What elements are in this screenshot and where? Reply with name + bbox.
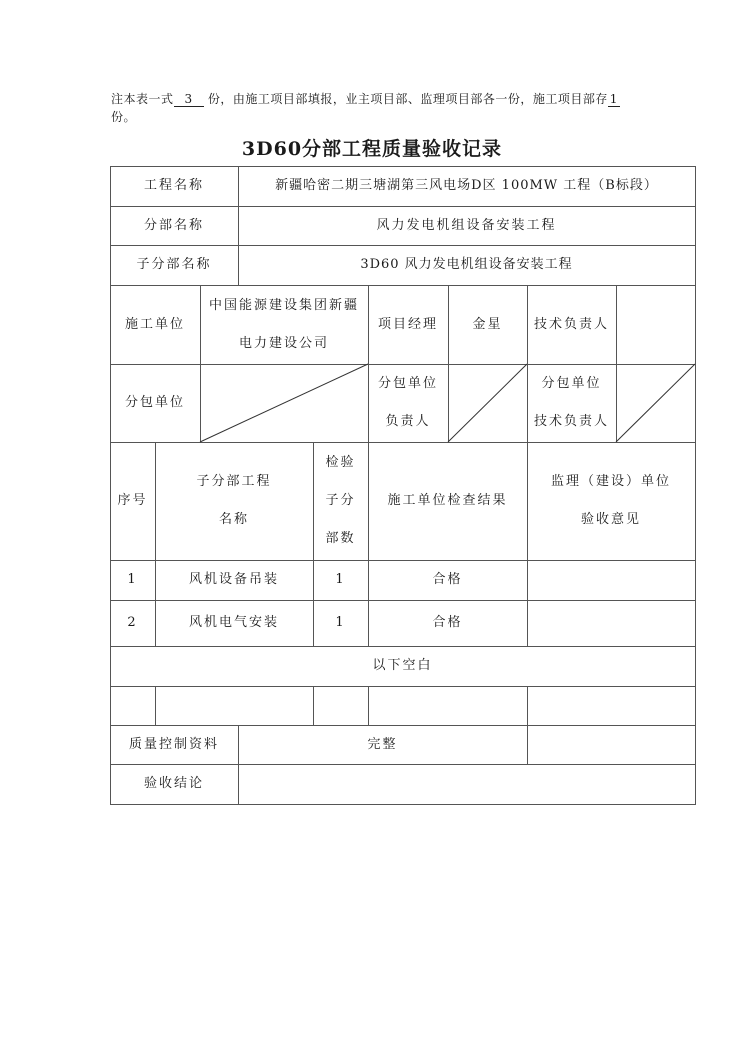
- blank-marker-text: 以下空白: [372, 658, 433, 673]
- contractor-value-line2: 电力建设公司: [238, 335, 329, 351]
- row2-count-text: 1: [335, 615, 346, 630]
- project-manager-label-text: 项目经理: [377, 316, 438, 332]
- tech-lead-value: [616, 285, 695, 364]
- division-name-value: [238, 206, 695, 245]
- row1-seq-text: 1: [127, 572, 138, 587]
- division-name-label-text: 分部名称: [143, 217, 204, 233]
- row1-count: [313, 560, 368, 600]
- tech-lead-label: [527, 285, 616, 364]
- table-divider: [313, 686, 314, 725]
- row2-seq: [110, 600, 155, 646]
- header-seq-text: 序号: [117, 493, 148, 508]
- subdivision-name-label-text: 子分部名称: [136, 257, 212, 272]
- row1-count-text: 1: [335, 572, 346, 587]
- tech-lead-label-text: 技术负责人: [533, 316, 609, 332]
- note-suffix: 份。: [111, 110, 137, 124]
- header-result-text: 施工单位检查结果: [387, 493, 508, 508]
- contractor-label-text: 施工单位: [124, 316, 185, 332]
- row1-name-text: 风机设备吊装: [188, 572, 279, 587]
- sub-tech-label: [527, 364, 616, 442]
- row1-opinion: [527, 560, 695, 600]
- project-name-label-text: 工程名称: [143, 178, 204, 193]
- division-name-label: [110, 206, 238, 245]
- acceptance-record-table: [110, 166, 695, 804]
- row2-count: [313, 600, 368, 646]
- project-manager-value-text: 金星: [472, 316, 503, 332]
- row2-name-text: 风机电气安装: [188, 615, 279, 630]
- note-paragraph: [111, 90, 651, 126]
- table-divider: [155, 686, 156, 725]
- table-divider: [527, 686, 528, 725]
- blank-marker-row: [110, 646, 695, 686]
- quality-docs-opinion: [527, 725, 695, 764]
- subcontractor-label-text: 分包单位: [124, 395, 185, 410]
- table-divider: [368, 686, 369, 725]
- copies-total: 3: [174, 93, 204, 107]
- sub-tech-label-line2: 技术负责人: [533, 414, 609, 429]
- conclusion-value: [238, 764, 695, 804]
- row2-seq-text: 2: [127, 615, 138, 630]
- header-opinion-line2: 验收意见: [580, 512, 641, 527]
- contractor-label: [110, 285, 200, 364]
- note-middle: 份，由施工项目部填报，业主项目部、监理项目部各一份，施工项目部存: [207, 92, 608, 106]
- row2-name: [155, 600, 313, 646]
- subdivision-name-value: [238, 245, 695, 285]
- subcontractor-label: [110, 364, 200, 442]
- table-divider: [110, 686, 695, 687]
- sub-lead-label-line2: 负责人: [385, 414, 431, 429]
- row2-opinion: [527, 600, 695, 646]
- row1-name: [155, 560, 313, 600]
- sub-lead-label: [368, 364, 448, 442]
- division-name-value-text: 风力发电机组设备安装工程: [376, 217, 557, 233]
- header-contractor-result: [368, 442, 527, 560]
- quality-docs-value-text: 完整: [367, 736, 398, 752]
- project-name-value-text: 新疆哈密二期三塘湖第三风电场D区 100MW 工程（B标段）: [275, 178, 658, 193]
- note-prefix: 注本表一式: [111, 92, 174, 106]
- quality-docs-label: [110, 725, 238, 764]
- subdivision-name-label: [110, 245, 238, 285]
- quality-docs-value: [238, 725, 527, 764]
- header-name-line2: 名称: [218, 512, 249, 527]
- quality-docs-label-text: 质量控制资料: [128, 736, 219, 752]
- contractor-value: [200, 285, 368, 364]
- row2-result: [368, 600, 527, 646]
- subcontractor-value: [200, 364, 368, 442]
- row1-result-text: 合格: [432, 572, 463, 587]
- table-border: [695, 166, 696, 805]
- header-count-line2: 子分: [325, 493, 356, 508]
- row1-seq: [110, 560, 155, 600]
- header-count-line1: 检验: [325, 455, 356, 470]
- sub-tech-label-line1: 分包单位: [541, 376, 602, 391]
- header-count-line3: 部数: [325, 531, 356, 546]
- header-seq: [110, 442, 155, 560]
- project-name-value: [238, 166, 695, 206]
- conclusion-label: [110, 764, 238, 804]
- sub-lead-value: [448, 364, 527, 442]
- conclusion-label-text: 验收结论: [143, 776, 204, 791]
- table-border: [110, 804, 695, 805]
- header-opinion-line1: 监理（建设）单位: [550, 474, 671, 489]
- copies-kept: 1: [609, 92, 618, 106]
- project-manager-label: [368, 285, 448, 364]
- subdivision-name-value-text: 3D60 风力发电机组设备安装工程: [360, 257, 573, 272]
- project-name-label: [110, 166, 238, 206]
- header-subdivision-name: [155, 442, 313, 560]
- header-name-line1: 子分部工程: [196, 474, 272, 489]
- document-title: 3D60分部工程质量验收记录: [241, 138, 503, 160]
- header-inspection-count: [313, 442, 368, 560]
- sub-lead-label-line1: 分包单位: [377, 376, 438, 391]
- row2-result-text: 合格: [432, 615, 463, 630]
- project-manager-value: [448, 285, 527, 364]
- contractor-value-line1: 中国能源建设集团新疆: [208, 297, 359, 313]
- sub-tech-value: [616, 364, 695, 442]
- header-supervisor-opinion: [527, 442, 695, 560]
- row1-result: [368, 560, 527, 600]
